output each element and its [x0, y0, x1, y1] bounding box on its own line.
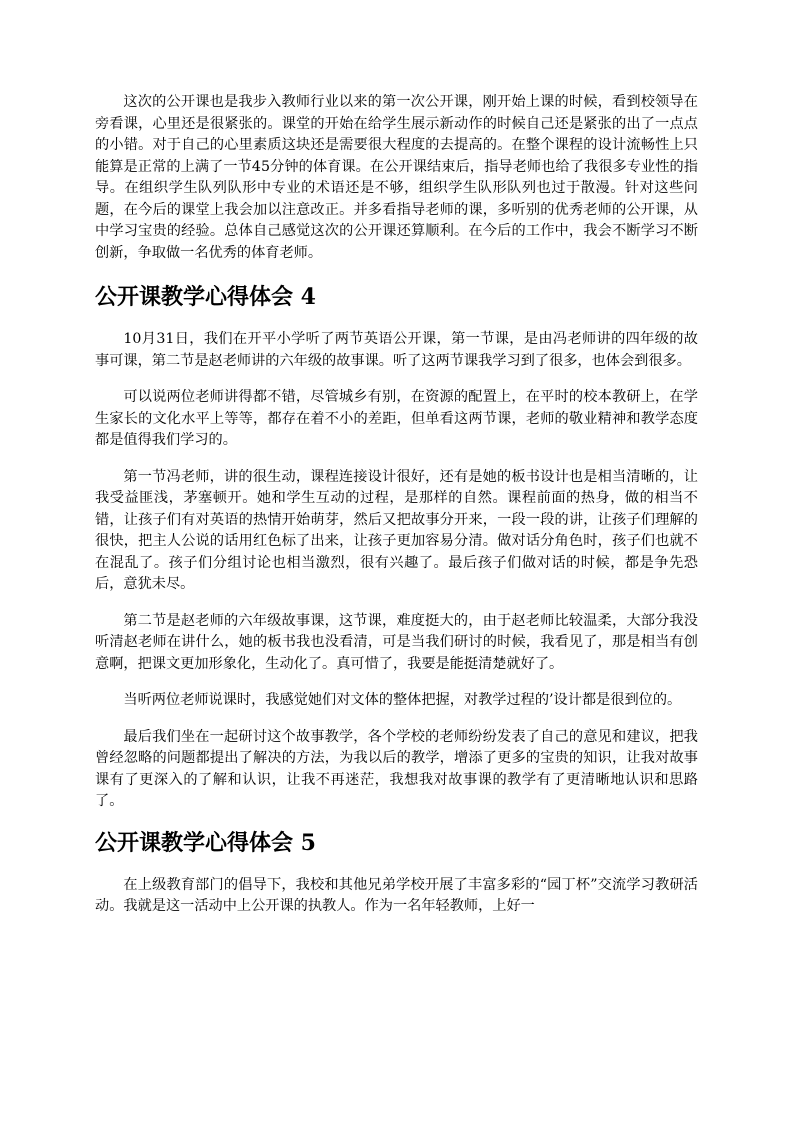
body-paragraph: 10月31日，我们在开平小学听了两节英语公开课，第一节课，是由冯老师讲的四年级的故事可课，第二节是赵老师讲的六年级的故事课。听了这两节课我学习到了很多，也体会到很多。 [95, 331, 698, 369]
body-paragraph: 这次的公开课也是我步入教师行业以来的第一次公开课，刚开始上课的时候，看到校领导在旁看课，心里还是很紧张的。课堂的开始在给学生展示新动作的时候自己还是紧张的出了一点点的小错。对于自己的心里素质这块还是需要很大程度的去提高的。在整个课程的设计流畅性上只能算是正常的上满了一节45分钟的体育课。在公开课结束后，指导老师也给了我很多专业性的指导。在组织学生队列队形中专业的术语还是不够，组织学生队形队列也过于散漫。针对这些问题，在今后的课堂上我会加以注意改正。并多看指导老师的课，多听别的优秀老师的公开课，从中学习宝贵的经验。总体自己感觉这次的公开课还算顺利。在今后的工作中，我会不断学习不断创新，争取做一名优秀的体育老师。 [95, 94, 698, 261]
body-paragraph: 可以说两位老师讲得都不错，尽管城乡有别，在资源的配置上，在平时的校本教研上，在学生家长的文化水平上等等，都存在着不小的差距，但单看这两节课，老师的敬业精神和教学态度都是值得我们学习的。 [95, 389, 698, 448]
section-heading: 公开课教学心得体会 4 [95, 284, 316, 310]
body-paragraph: 在上级教育部门的倡导下，我校和其他兄弟学校开展了丰富多彩的“园丁杯”交流学习教研活动。我就是这一活动中上公开课的执教人。作为一名年轻教师，上好一 [95, 876, 698, 914]
body-paragraph: 第二节是赵老师的六年级故事课，这节课，难度挺大的，由于赵老师比较温柔，大部分我没听清赵老师在讲什么，她的板书我也没看清，可是当我们研讨的时候，我看见了，那是相当有创意啊，把课文更加形象化，生动化了。真可惜了，我要是能挺清楚就好了。 [95, 612, 698, 672]
body-paragraph: 最后我们坐在一起研讨这个故事教学，各个学校的老师纷纷发表了自己的意见和建议，把我曾经忽略的问题都提出了解决的方法，为我以后的教学，增添了更多的宝贵的知识，让我对故事课有了更深入的了解和认识，让我不再迷茫，我想我对故事课的教学有了更清晰地认识和思路了。 [95, 728, 698, 809]
section-heading: 公开课教学心得体会 5 [95, 829, 316, 856]
body-paragraph: 第一节冯老师，讲的很生动，课程连接设计很好，还有是她的板书设计也是相当清晰的，让我受益匪浅，茅塞顿开。她和学生互动的过程，是那样的自然。课程前面的热身，做的相当不错，让孩子们有对英语的热情开始萌芽，然后又把故事分开来，一段一段的讲，让孩子们理解的很快，把主人公说的话用红色标了出来，让孩子更加容易分清。做对话分角色时，孩子们也就不在混乱了。孩子们分组讨论也相当激烈，很有兴趣了。最后孩子们做对话的时候，都是争先恐后，意犹未尽。 [95, 468, 698, 592]
document-page [95, 92, 698, 933]
body-paragraph: 当听两位老师说课时，我感觉她们对文体的整体把握，对教学过程的’设计都是很到位的。 [123, 692, 682, 708]
